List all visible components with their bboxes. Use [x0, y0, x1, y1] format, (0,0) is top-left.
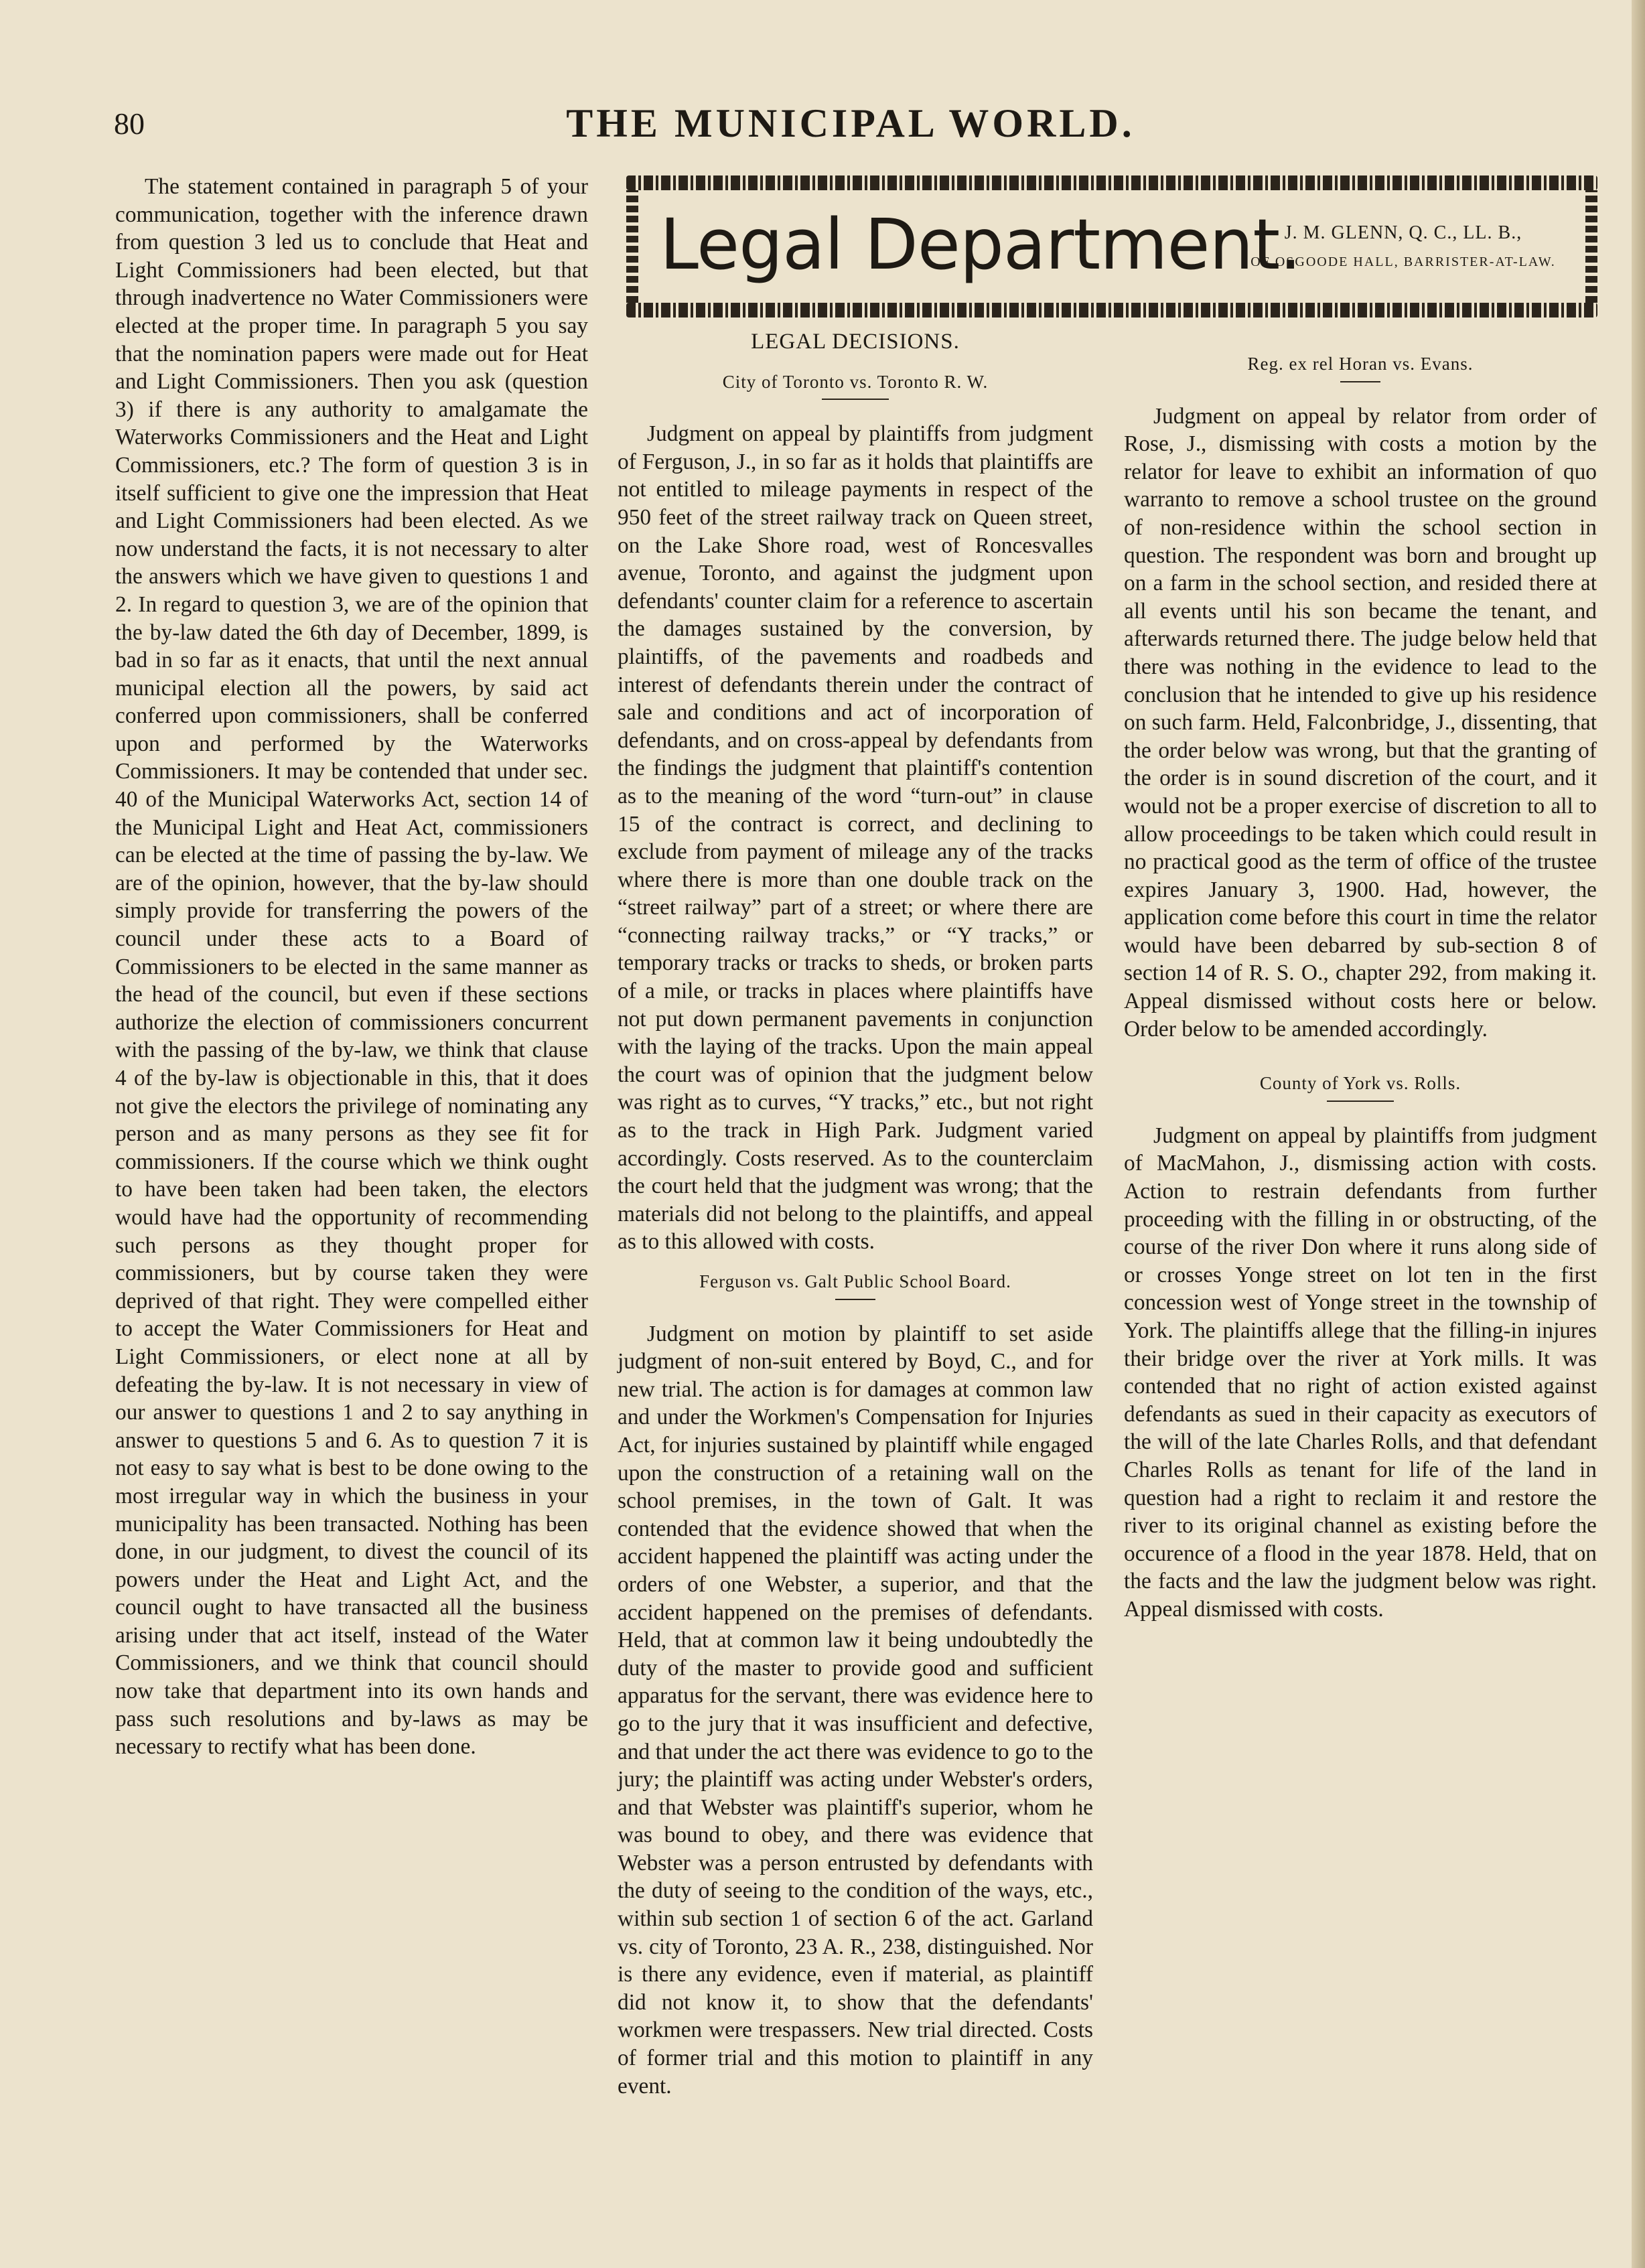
right-column — [1124, 338, 1597, 1624]
case-text: Judgment on appeal by plaintiffs from judgment of MacMahon, J., dismissing action with costs. Action to restrain defendants from further proceeding with the filling in or obstructing, of the course of the river Don where it runs along side of or crosses Yonge street on lot ten in the first concession west of Yonge street in the township of York. The plaintiffs allege that the filling-in injures their bridge over the river at York mills. It was contended that no right of action existed against defendants as sued in their capacity as executors of the will of the late Charles Rolls, and that defendant Charles Rolls as tenant for life of the land in question had a right to reclaim it and restore the river to its original channel as existing before the occurence of a flood in the year 1878. Held, that on the facts and the law the judgment below was right. Appeal dismissed with costs. — [1124, 1123, 1597, 1622]
ornamental-border-bottom — [626, 303, 1597, 317]
department-title: Legal Department. — [660, 204, 1301, 285]
divider — [1340, 381, 1380, 382]
middle-column — [618, 328, 1093, 2100]
page-number: 80 — [114, 107, 145, 141]
case-text: Judgment on motion by plaintiff to set aside judgment of non-suit entered by Boyd, C., and for new trial. The action is for damages at common law and under the Workmen's Compensation for Injuries Act, for injuries sustained by plaintiff while engaged upon the construction of a retaining wall on the school premises, in the town of Galt. It was contended that the evidence showed that when the accident happened the plaintiff was acting under the orders of one Webster, a superior, and that the accident happened on the premises of defendants. Held, that at common law it being undoubtedly the duty of the master to provide good and sufficient apparatus for the servant, there was evidence here to go to the jury that it was insufficient and defective, and that under the act there was evidence to go to the jury; the plaintiff was acting under Webster's orders, and that Webster was plaintiff's superior, whom he was bound to obey, and there was evidence that Webster was a person entrusted by defendants with the duty of seeing to the condition of the ways, etc., within sub section 1 of section 6 of the act. Garland vs. city of Toronto, 23 A. R., 238, distinguished. Nor is there any evidence, even if material, as plaintiff did not know it, to show that the defendants' workmen were trespassers. New trial directed. Costs of former trial and this motion to plaintiff in any event. — [618, 1321, 1093, 2099]
case-text: Judgment on appeal by plaintiffs from judgment of Ferguson, J., in so far as it holds that plaintiffs are not entitled to mileage payments in respect of the 950 feet of the street railway track on Queen street, on the Lake Shore road, west of Roncesvalles avenue, Toronto, and against the judgment upon defendants' counter claim for a reference to ascertain the damages sustained by the conversion, by plaintiffs, of the pavements and roadbeds and interest of defendants therein under the contract of sale and conditions and act of incorporation of defendants, and on cross-appeal by defendants from the findings the judgment that plaintiff's contention as to the meaning of the word “turn-out” in clause 15 of the contract is correct, and declining to exclude from payment of mileage any of the tracks where there is more than one double track on the “street railway” part of a street; or where there are “connecting railway tracks,” or “Y tracks,” or temporary tracks or tracks to sheds, or broken parts of a mile, or tracks in places where plaintiffs have not put down permanent pavements in conjunction with the laying of the tracks. Upon the main appeal the court was of opinion that the judgment below was right as to curves, “Y tracks,” etc., but not right as to the track in High Park. Judgment varied accordingly. Costs reserved. As to the counterclaim the court held that the judgment was wrong; that the materials did not belong to the plaintiffs, and appeal as to this allowed with costs. — [618, 421, 1093, 1255]
section-heading: LEGAL DECISIONS. — [751, 330, 960, 354]
ornamental-border-top — [626, 175, 1597, 190]
divider — [822, 399, 889, 400]
page-edge-shadow — [1632, 0, 1645, 2268]
left-column — [115, 173, 588, 1761]
divider — [835, 1299, 875, 1300]
author-affiliation: OF OSGOODE HALL, BARRISTER-AT-LAW. — [1250, 255, 1556, 269]
page-header — [114, 100, 1587, 161]
case-title: County of York vs. Rolls. — [1259, 1073, 1461, 1094]
case-title: City of Toronto vs. Toronto R. W. — [722, 371, 989, 392]
divider — [1327, 1101, 1394, 1102]
ornamental-border-left — [626, 190, 638, 303]
department-author: J. M. GLENN, Q. C., LL. B., — [1284, 222, 1522, 243]
answer-paragraph: The statement contained in paragraph 5 of your communication, together with the inference drawn from question 3 led us to conclude that Heat and Light Commissioners had been elected, but that through inadvertence no Water Commissioners were elected at the proper time. In paragraph 5 you say that the nomination papers were made out for Heat and Light Commissioners. Then you ask (question 3) if there is any authority to amalgamate the Waterworks Commissioners and the Heat and Light Commissioners, etc.? The form of question 3 is in itself sufficient to give one the impression that Heat and Light Commissioners had been elected. As we now understand the facts, it is not necessary to alter the answers which we have given to questions 1 and 2. In regard to question 3, we are of the opinion that the by-law dated the 6th day of December, 1899, is bad in so far as it enacts, that until the next annual municipal election all the powers, by said act conferred upon commissioners, shall be conferred upon and performed by the Waterworks Commissioners. It may be contended that under sec. 40 of the Municipal Waterworks Act, section 14 of the Municipal Light and Heat Act, commissioners can be elected at the time of passing the by-law. We are of the opinion, however, that the by-law should simply provide for transferring the powers of the council under these acts to a Board of Commissioners to be elected in the same manner as the head of the council, but even if these sections authorize the election of commissioners concurrent with the passing of the by-law, we think that clause 4 of the by-law is objectionable in this, that it does not give the electors the privilege of nominating any person and as many persons as they see fit for commissioners. If the course which we think ought to have been taken had been taken, the electors would have had the opportunity of recommending such persons as they thought proper for commissioners, but by course taken they were deprived of that right. They were compelled either to accept the Water Commissioners for Heat and Light Commissioners, or elect none at all by defeating the by-law. It is not necessary in view of our answer to questions 1 and 2 to say anything in answer to questions 5 and 6. As to question 7 it is not easy to say what is best to be done owing to the most irregular way in which the business in your municipality has been transacted. Nothing has been done, in our judgment, to divest the council of its powers under the Heat and Light Act, and the council ought to have transacted all the business arising under that act itself, instead of the Water Commissioners, and we think that council should now take that department into its own hands and pass such resolutions and by-laws as may be necessary to rectify what has been done. — [115, 174, 588, 1760]
case-title: Reg. ex rel Horan vs. Evans. — [1247, 354, 1474, 374]
legal-department-banner — [626, 175, 1597, 317]
case-text: Judgment on appeal by relator from order of Rose, J., dismissing with costs a motion by the relator for leave to exhibit an information of quo warranto to remove a school trustee on the ground of non-residence within the school section in question. The respondent was born and brought up on a farm in the school section, and resided there at all events until his son became the tenant, and afterwards returned there. The judge below held that there was nothing in the evidence to lead to the conclusion that he intended to give up his residence on such farm. Held, Falconbridge, J., dissenting, that the order below was wrong, but that the granting of the order is in sound discretion of the court, and it would not be a proper exercise of discretion to all to allow proceedings to be taken which could result in no practical good as the term of office of the trustee expires January 3, 1900. Had, however, the application come before this court in time the relator would have been debarred by sub-section 8 of section 14 of R. S. O., chapter 292, from making it. Appeal dismissed without costs here or below. Order below to be amended accordingly. — [1124, 403, 1597, 1042]
ornamental-border-right — [1585, 190, 1597, 303]
publication-masthead: THE MUNICIPAL WORLD. — [566, 101, 1135, 145]
case-title: Ferguson vs. Galt Public School Board. — [699, 1271, 1011, 1291]
